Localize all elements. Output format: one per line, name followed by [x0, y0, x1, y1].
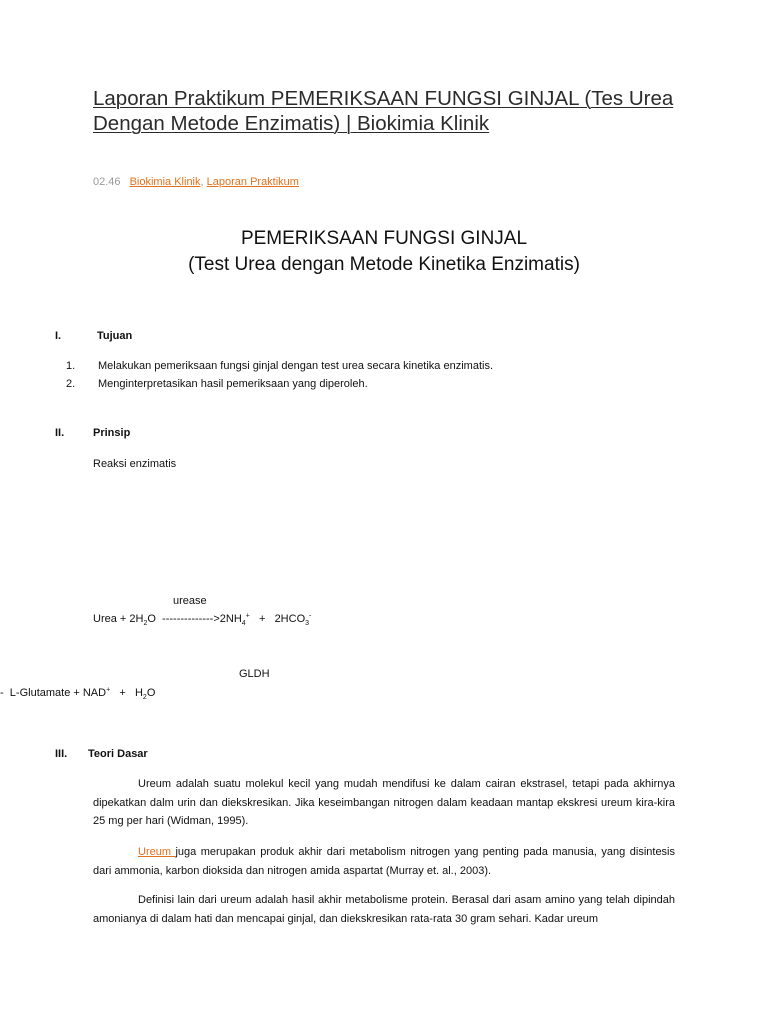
reaction-product-bicarbonate-sup: -	[309, 612, 312, 620]
reaction-urea-left: Urea + 2H	[93, 613, 144, 625]
post-time: 02.46	[93, 176, 121, 188]
reaction-glutamate-lead: -	[0, 687, 4, 699]
reaction-plus: +	[258, 613, 266, 625]
enzyme-label-urease: urease	[173, 595, 207, 607]
post-title-part1: Laporan Praktikum	[93, 87, 271, 110]
label-separator: ,	[200, 176, 204, 188]
ureum-link[interactable]: Ureum	[138, 846, 176, 858]
reaction-glutamate-part2-sub: 2	[142, 694, 147, 702]
heading-line-2: (Test Urea dengan Metode Kinetika Enzimatis)	[188, 254, 580, 275]
label-link-biokimia-klinik[interactable]: Biokimia Klinik	[129, 176, 201, 188]
post-meta	[93, 175, 299, 189]
paragraph-ureum-definition: Ureum adalah suatu molekul kecil yang mudah mendifusi ke dalam cairan ekstrasel, tetapi pada akhirnya dipekatkan dalm urin dan diekskresikan. Jika keseimbangan nitrogen dalam keadaan mantap ekskresi ureum kira-kira 25 mg per hari (Widman, 1995).	[93, 778, 675, 827]
list-item-text: Melakukan pemeriksaan fungsi ginjal dengan test urea secara kinetika enzimatis.	[98, 360, 493, 372]
reaction-glutamate-part1: L-Glutamate + NAD	[9, 687, 107, 699]
list-item-number: 2.	[66, 378, 76, 390]
paragraph-ureum-metabolism: Definisi lain dari ureum adalah hasil akhir metabolisme protein. Berasal dari asam amino yang telah dipindah amonianya di dalam hati dan mencapai ginjal, dan diekskresikan rata-rata 30 gram sehari. Kadar ureum	[93, 894, 675, 925]
reaction-glutamate-part2: H	[134, 687, 143, 699]
post-title-link[interactable]	[93, 86, 713, 136]
reaction-product-ammonium-sub: 4	[241, 620, 246, 628]
paragraph-ureum-synthesis	[93, 843, 675, 880]
reaction-urea-left-sub: 2	[143, 620, 148, 628]
reaction-arrow: -------------->	[162, 613, 220, 625]
list-item-number: 1.	[66, 360, 76, 372]
reaction-equation-glutamate	[0, 686, 155, 700]
heading-line-1: PEMERIKSAAN FUNGSI GINJAL	[240, 228, 528, 249]
section-2-title: Prinsip	[93, 427, 131, 439]
reaction-glutamate-part2-end: O	[146, 687, 156, 699]
reaction-subtitle: Reaksi enzimatis	[93, 458, 177, 470]
reaction-product-ammonium: 2NH	[219, 613, 242, 625]
section-2-number: II.	[55, 427, 65, 439]
label-link-laporan-praktikum[interactable]: Laporan Praktikum	[206, 176, 299, 188]
reaction-urea-left-end: O	[147, 613, 156, 625]
reaction-equation-urea	[93, 612, 311, 626]
document-heading	[0, 226, 768, 278]
reaction-product-bicarbonate: 2HCO	[274, 613, 306, 625]
reaction-glutamate-part1-sup: +	[106, 686, 111, 694]
section-1-title: Tujuan	[97, 330, 133, 342]
reaction-product-ammonium-sup: +	[245, 612, 250, 620]
section-3-title: Teori Dasar	[88, 748, 148, 760]
paragraph-ureum-synthesis-text: juga merupakan produk akhir dari metabolism nitrogen yang penting pada manusia, yang disintesis dari ammonia, karbon dioksida dan nitrogen amida aspartat (Murray et. al., 2003).	[93, 846, 675, 877]
list-item-text: Menginterpretasikan hasil pemeriksaan yang diperoleh.	[98, 378, 368, 390]
section-1-number: I.	[55, 330, 62, 342]
section-3-number: III.	[55, 748, 68, 760]
reaction-glutamate-plus: +	[119, 687, 126, 699]
enzyme-label-gldh: GLDH	[239, 668, 270, 680]
reaction-product-bicarbonate-sub: 3	[305, 620, 310, 628]
post-title-part2: PEMERIKSAAN FUNGSI GINJAL (Tes Urea Dengan Metode Enzimatis) | Biokimia Klinik	[93, 87, 674, 135]
